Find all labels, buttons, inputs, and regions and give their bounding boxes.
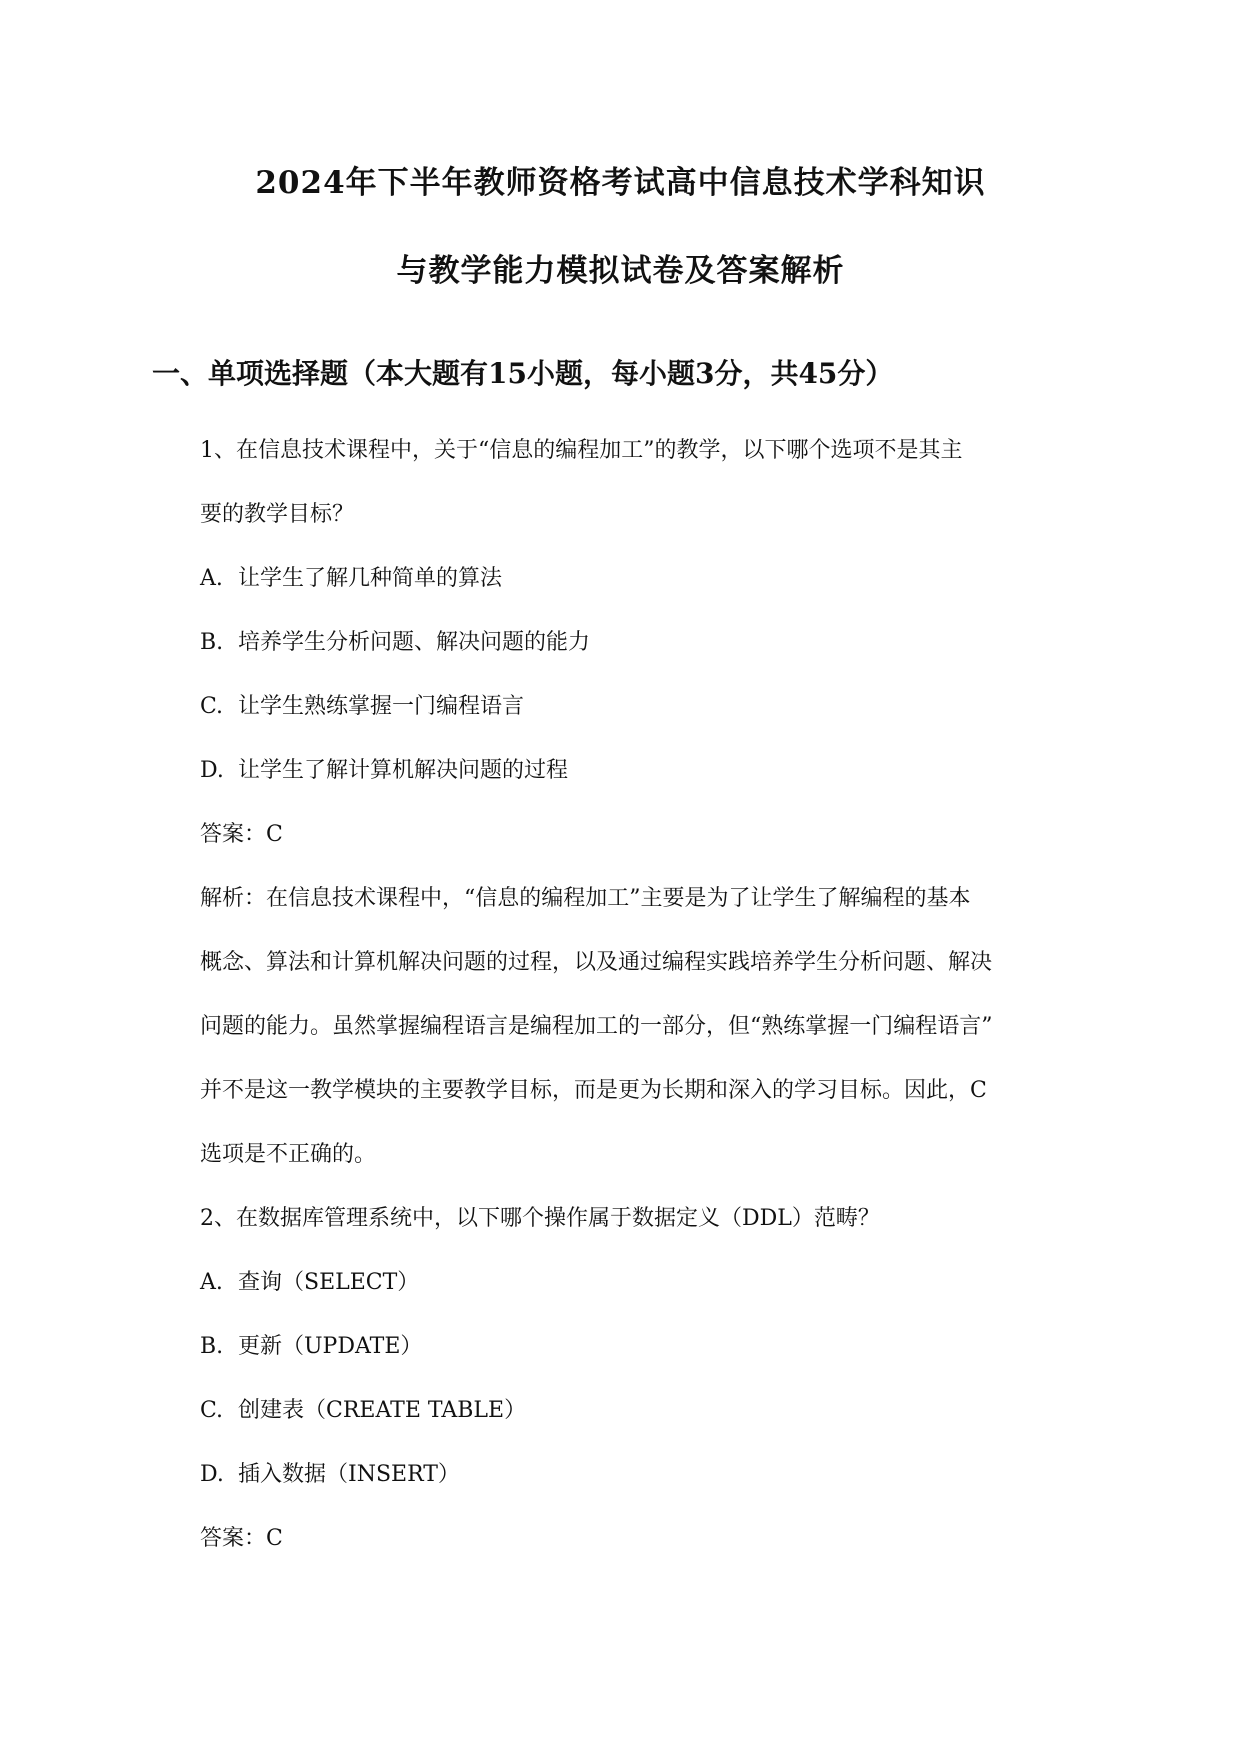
question-1-analysis-line-1: 解析：在信息技术课程中，“信息的编程加工”主要是为了让学生了解编程的基本 <box>200 886 971 911</box>
question-1-option-a <box>200 564 502 594</box>
question-1-analysis-line-2: 概念、算法和计算机解决问题的过程，以及通过编程实践培养学生分析问题、解决 <box>200 950 993 975</box>
question-1-analysis-line-3: 问题的能力。虽然掌握编程语言是编程加工的一部分，但“熟练掌握一门编程语言” <box>200 1014 993 1039</box>
option-letter: A. <box>200 566 223 591</box>
option-text: 查询（SELECT） <box>238 1270 420 1295</box>
question-1-stem-line-1: 1、在信息技术课程中，关于“信息的编程加工”的教学，以下哪个选项不是其主 <box>200 438 963 463</box>
option-letter: A. <box>200 1270 223 1295</box>
document-title-line-2: 与教学能力模拟试卷及答案解析 <box>396 253 845 289</box>
question-2-option-b <box>200 1332 422 1362</box>
option-text: 插入数据（INSERT） <box>238 1462 460 1487</box>
option-letter: B. <box>200 1334 224 1359</box>
question-1-analysis-line-5: 选项是不正确的。 <box>200 1142 377 1167</box>
option-letter: C. <box>200 694 224 719</box>
question-2-option-d <box>200 1460 460 1490</box>
option-letter: C. <box>200 1398 224 1423</box>
option-letter: D. <box>200 758 224 783</box>
option-text: 让学生了解几种简单的算法 <box>238 566 503 591</box>
option-text: 培养学生分析问题、解决问题的能力 <box>238 630 591 655</box>
option-text: 让学生了解计算机解决问题的过程 <box>238 758 569 783</box>
option-letter: B. <box>200 630 224 655</box>
option-text: 创建表（CREATE TABLE） <box>238 1398 527 1423</box>
question-1-option-c <box>200 692 524 722</box>
question-1-option-d <box>200 756 568 786</box>
question-2-stem-line-1: 2、在数据库管理系统中，以下哪个操作属于数据定义（DDL）范畴？ <box>200 1206 880 1231</box>
option-text: 让学生熟练掌握一门编程语言 <box>238 694 525 719</box>
option-letter: D. <box>200 1462 224 1487</box>
question-1-stem-line-2: 要的教学目标？ <box>200 502 355 527</box>
option-text: 更新（UPDATE） <box>238 1334 423 1359</box>
question-1-answer: 答案：C <box>200 822 283 847</box>
question-2-option-c <box>200 1396 526 1426</box>
question-1-option-b <box>200 628 590 658</box>
section-heading: 一、单项选择题（本大题有15小题，每小题3分，共45分） <box>152 357 894 390</box>
question-2-option-a <box>200 1268 419 1298</box>
document-title-line-1: 2024年下半年教师资格考试高中信息技术学科知识 <box>255 165 986 201</box>
question-1-analysis-line-4: 并不是这一教学模块的主要教学目标，而是更为长期和深入的学习目标。因此，C <box>200 1078 987 1103</box>
question-2-answer: 答案：C <box>200 1526 283 1551</box>
